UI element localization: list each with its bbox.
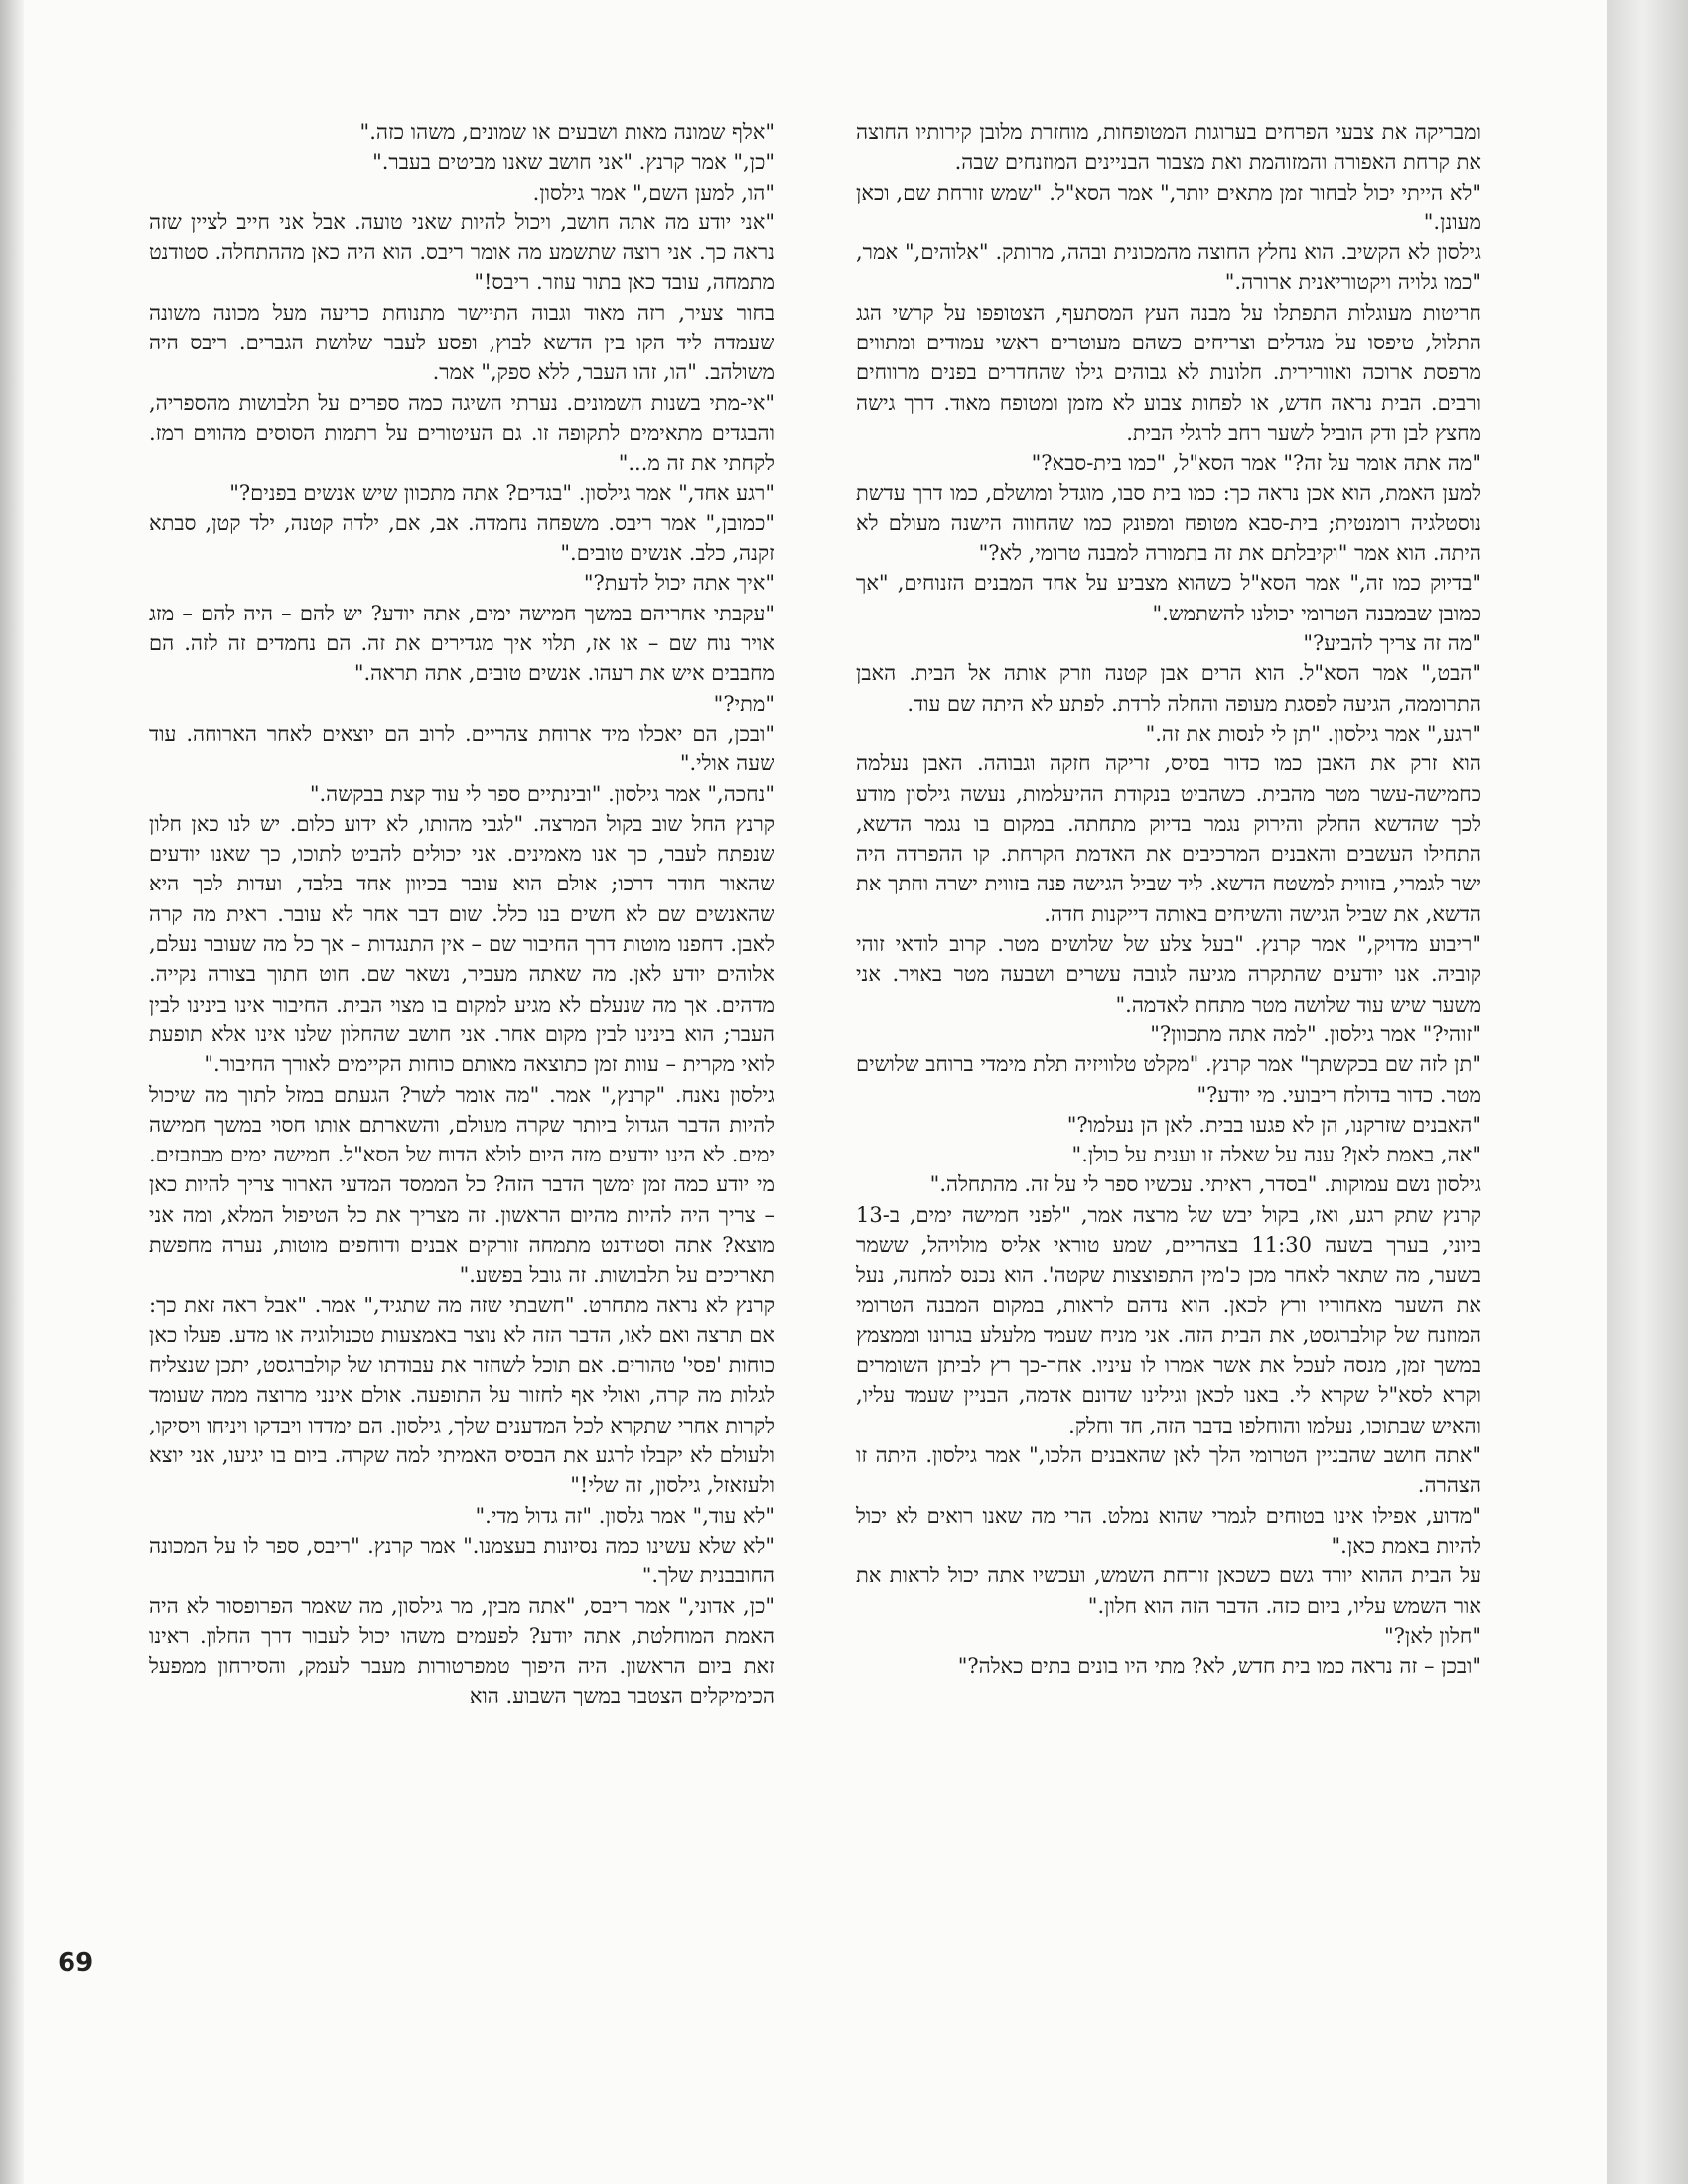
right-column (856, 117, 1481, 1983)
left-column (149, 117, 774, 1983)
paragraph: "אי-מתי בשנות השמונים. נערתי השיגה כמה ספרים על תלבושות מהספריה, והבגדים מתאימים לתקופה זו. גם העיטורים על רתמות הסוסים מהווים רמז. לקחתי את זה מ..." (149, 390, 774, 476)
paragraph: "כמובן," אמר ריבס. משפחה נחמדה. אב, אם, ילדה קטנה, ילד קטן, סבתא זקנה, כלב. אנשים טובים." (149, 510, 774, 566)
paragraph: "בדיוק כמו זה," אמר הסא"ל כשהוא מצביע על אחד המבנים הזנוחים, "אך כמובן שבמבנה הטרומי יכולנו להשתמש." (856, 571, 1481, 625)
paragraph: "אני יודע מה אתה חושב, ויכול להיות שאני טועה. אבל אני חייב לציין שזה נראה כך. אני רוצה שתשמע מה אומר ריבס. הוא היה כאן מההתחלה. סטודנט מתמחה, עובד כאן בתור עוזר. ריבס!" (149, 209, 774, 295)
paragraph: "לא הייתי יכול לבחור זמן מתאים יותר," אמר הסא"ל. "שמש זורחת שם, וכאן מעונן." (856, 180, 1481, 234)
paragraph: גילסון נשם עמוקות. "בסדר, ראיתי. עכשיו ספר לי על זה. מהתחלה." (929, 1172, 1481, 1197)
paragraph: "מדוע, אפילו אינו בטוחים לגמרי שהוא נמלט. הרי מה שאנו רואים לא יכול להיות באמת כאן." (856, 1503, 1481, 1558)
paragraph: "ובכן, הם יאכלו מיד ארוחת צהריים. לרוב הם יוצאים לאחר הארוחה. עוד שעה אולי." (149, 721, 774, 776)
paragraph: קרנץ שתק רגע, ואז, בקול יבש של מרצה אמר, "לפני חמישה ימים, ב-13 ביוני, בערך בשעה 11:30 בצהריים, שמע טוראי אליס מולויהל, ששמר בשער, מה שתאר לאחר מכן כ'מין התפוצצות שקטה'. הוא נכנס למחנה, נעל את השער מאחוריו ורץ לכאן. הוא נדהם לראות, במקום המבנה הטרומי המוזנח של קולברגסט, את הבית הזה. אני מניח שעמד מלעלע בגרונו וממצמץ במשך זמן, מנסה לעכל את אשר אמרו לו עיניו. אחר-כך רץ לביתן השומרים וקרא לסא"ל שקרא לי. באנו לכאן וגילינו שדונם אדמה, הבניין שעמד עליו, והאיש שבתוכו, נעלמו והוחלפו בדבר הזה, חד וחלק. (856, 1202, 1481, 1437)
paragraph: על הבית ההוא יורד גשם כשכאן זורחת השמש, ועכשיו אתה יכול לראות את אור השמש עליו, ביום כזה. הדבר הזה הוא חלון." (856, 1564, 1481, 1618)
page-left-edge (0, 0, 24, 2184)
paragraph: קרנץ לא נראה מתחרט. "חשבתי שזה מה שתגיד," אמר. "אבל ראה זאת כך: אם תרצה ואם לאו, הדבר הזה לא נוצר באמצעות טכנולוגיה או מדע. פעלו כאן כוחות 'פסי' טהורים. אם תוכל לשחזר את עבודתו של קולברגסט, יתכן שנצליח לגלות מה קרה, ואולי אף לחזור על התופעה. אולם אינני מרוצה ממה שעומד לקרות אחרי שתקרא לכל המדענים שלך, גילסון. הם ימדדו ויבדקו ויניחו ויסיקו, ולעולם לא יקבלו לרגע את הבסיס האמיתי למה שקרה. ביום בו יגיעו, אני יוצא ולעזאזל, גילסון, זה שלי!" (149, 1293, 774, 1498)
page-number: 69 (58, 1948, 94, 1978)
page-binding-edge (1607, 0, 1688, 2184)
paragraph: "איך אתה יכול לדעת?" (583, 571, 774, 596)
paragraph: הוא זרק את האבן כמו כדור בסיס, זריקה חזקה וגבוהה. האבן נעלמה כחמישה-עשר מטר מהבית. כשהביט בנקודת ההיעלמות, נעשה גילסון מודע לכך שהדשא החלק והירוק נגמר בדיוק מתחתה. במקום בו נגמר הדשא, התחילו העשבים והאבנים המרכיבים את האדמת הקרחת. קו ההפרדה היה ישר לגמרי, בזווית למשטח הדשא. ליד שביל הגישה פנה בזווית ישרה וחתך את הדשא, את שביל הגישה והשיחים באותה דייקנות חדה. (856, 751, 1481, 926)
paragraph: "מה אתה אומר על זה?" אמר הסא"ל, "כמו בית-סבא?" (1031, 451, 1481, 476)
paragraph: "אה, באמת לאן? ענה על שאלה זו וענית על כולן." (1071, 1143, 1481, 1167)
paragraph: גילסון נאנח. "קרנץ," אמר. "מה אומר לשר? הגעתם במזל לתוך מה שיכול להיות הדבר הגדול ביותר שקרה מעולם, והשארתם אותו חסוי במשך חמישה ימים. לא הינו יודעים מזה היום לולא הדוח של הסא"ל. חמישה ימים מבוזבזים. מי יודע כמה זמן ימשך הדבר הזה? כל הממסד המדעי הארור צריך להיות כאן – צריך היה להיות מהיום הראשון. זה מצריך את כל הטיפול המלא, ומה אני מוצא? אתה וסטודנט מתמחה זורקים אבנים ודוחפים מוטות, נערה מחפשת תאריכים על תלבושות. זה גובל בפשע." (149, 1082, 774, 1288)
paragraph: "תן לזה שם בכקשתך" אמר קרנץ. "מקלט טלוויזיה תלת מימדי ברוחב שלושים מטר. כדור בדולח ריבועי. מי יודע?" (856, 1052, 1481, 1107)
paragraph: ומבריקה את צבעי הפרחים בערוגות המטופחות, מוחזרת מלובן קירותיו החוצה את קרחת האפורה והמזוהמת ואת מצבור הבניינים המוזנחים שבה. (856, 120, 1481, 175)
paragraph: "עקבתי אחריהם במשך חמישה ימים, אתה יודע? יש להם – היה להם – מזג אויר נוח שם – או אז, תלוי איך מגדירים את זה. הם נחמדים זה לזה. הם מחבבים איש את רעהו. אנשים טובים, אתה תראה." (149, 601, 774, 686)
paragraph: בחור צעיר, רזה מאוד וגבוה התיישר מתנוחת כריעה מעל מכונה משונה שעמדה ליד הקו בין הדשא לבוץ, ופסע לעבר שלושת הגברים. ריבס היה משולהב. "הו, זהו העבר, ללא ספק," אמר. (149, 300, 774, 385)
paragraph: "מה זה צריך להביע?" (1303, 631, 1481, 656)
paragraph: "ובכן – זה נראה כמו בית חדש, לא? מתי היו בונים בתים כאלה?" (957, 1654, 1481, 1679)
paragraph: "נחכה," אמר גילסון. "ובינתיים ספר לי עוד קצת בבקשה." (309, 781, 774, 806)
paragraph: "כן, אדוני," אמר ריבס, "אתה מבין, מר גילסון, מה שאמר הפרופסור לא היה האמת המוחלטת, אתה יודע? לפעמים משהו יכול לעבור דרך החלון. ראינו זאת ביום הראשון. היה היפוך טמפרטורות מעבר לעמק, והסירחון ממפעל הכימיקלים הצטבר במשך השבוע. הוא (149, 1593, 774, 1708)
paragraph: "הבט," אמר הסא"ל. הוא הרים אבן קטנה וזרק אותה אל הבית. האבן התרוממה, הגיעה לפסגת מעופה והחלה לרדת. לפתע לא היתה שם עוד. (856, 661, 1481, 716)
paragraph: "לא עוד," אמר גלסון. "זה גדול מדי." (475, 1503, 774, 1528)
paragraph: למען האמת, הוא אכן נראה כך: כמו בית סבו, מוגדל ומושלם, כמו דרך עדשת נוסטלגיה רומנטית; בית-סבא מטופח ומפונק כמו שהחווה הישנה מעולם לא היתה. הוא אמר "וקיבלתם את זה בתמורה למבנה טרומי, לא?" (856, 480, 1481, 566)
paragraph: "מתי?" (713, 691, 774, 716)
paragraph: חריטות מעוגלות התפתלו על מבנה העץ המסתעף, הצטופפו על קרשי הגג התלול, טיפסו על מגדלים וצריחים כשהם מעוטרים ראשי עמודים ומתווים מרפסת ארוכה ואוורירית. חלונות לא גבוהים גילו שהחדרים בפנים מרווחים ורבים. הבית נראה חדש, או לפחות צבוע לא מזמן ומטופח מאוד. דרך גישה מחצץ לבן ודק הוביל לשער רחב לרגלי הבית. (856, 300, 1481, 445)
paragraph: "האבנים שזרקנו, הן לא פגעו בבית. לאן הן נעלמו?" (1066, 1112, 1481, 1137)
paragraph: קרנץ החל שוב בקול המרצה. "לגבי מהותו, לא ידוע כלום. יש לנו כאן חלון שנפתח לעבר, כך אנו מאמינים. אני יכולים להביט לתוכו, כך שאנו יודעים שהאור חודר דרכו; אולם הוא עובר בכיוון אחד בלבד, ועדות לכך היא שהאנשים שם לא חשים בנו כלל. שום דבר אחר לא עובר. ראית מה קרה לאבן. דחפנו מוטות דרך החיבור שם – אין התנגדות – אך כל מה שעובר נעלם, אלוהים יודע לאן. מה שאתה מעביר, נשאר שם. חוט חתוך בצורה נקייה. מדהים. אך מה שנעלם לא מגיע למקום בו מצוי הבית. החיבור אינו בינינו לבין העבר; הוא בינינו לבין מקום אחר. אני חושב שהחלון שלנו אינו אלא תופעת לואי מקרית – עוות זמן כתוצאה מאותם כוחות הקיימים לאורך החיבור." (149, 811, 774, 1077)
paragraph: "חלון לאן?" (1383, 1623, 1481, 1648)
paragraph: "ריבוע מדויק," אמר קרנץ. "בעל צלע של שלושים מטר. קרוב לודאי זוהי קוביה. אנו יודעים שהתקרה מגיעה לגובה עשרים ושבעה מטר באויר. אני משער שיש עוד שלושה מטר מתחת לאדמה." (856, 932, 1481, 1017)
paragraph: "זוהי?" אמר גילסון. "למה אתה מתכוון?" (1150, 1022, 1481, 1046)
paragraph: "רגע," אמר גילסון. "תן לי לנסות את זה." (1145, 721, 1481, 746)
paragraph: "אתה חושב שהבניין הטרומי הלך לאן שהאבנים הלכו," אמר גילסון. היתה זו הצהרה. (856, 1443, 1481, 1498)
paragraph: "אלף שמונה מאות ושבעים או שמונים, משהו כזה." (359, 120, 774, 144)
paragraph: "כן," אמר קרנץ. "אני חושב שאנו מביטים בעבר." (372, 150, 774, 175)
paragraph: "הו, למען השם," אמר גילסון. (532, 180, 774, 205)
paragraph: "לא שלא עשינו כמה נסיונות בעצמנו." אמר קרנץ. "ריבס, ספר לו על המכונה החובבנית שלך." (149, 1533, 774, 1588)
paragraph: גילסון לא הקשיב. הוא נחלץ החוצה מהמכונית ובהה, מרותק. "אלוהים," אמר, "כמו גלויה ויקטוריאנית ארורה." (856, 240, 1481, 295)
paragraph: "רגע אחד," אמר גילסון. "בגדים? אתה מתכוון שיש אנשים בפנים?" (229, 480, 774, 505)
